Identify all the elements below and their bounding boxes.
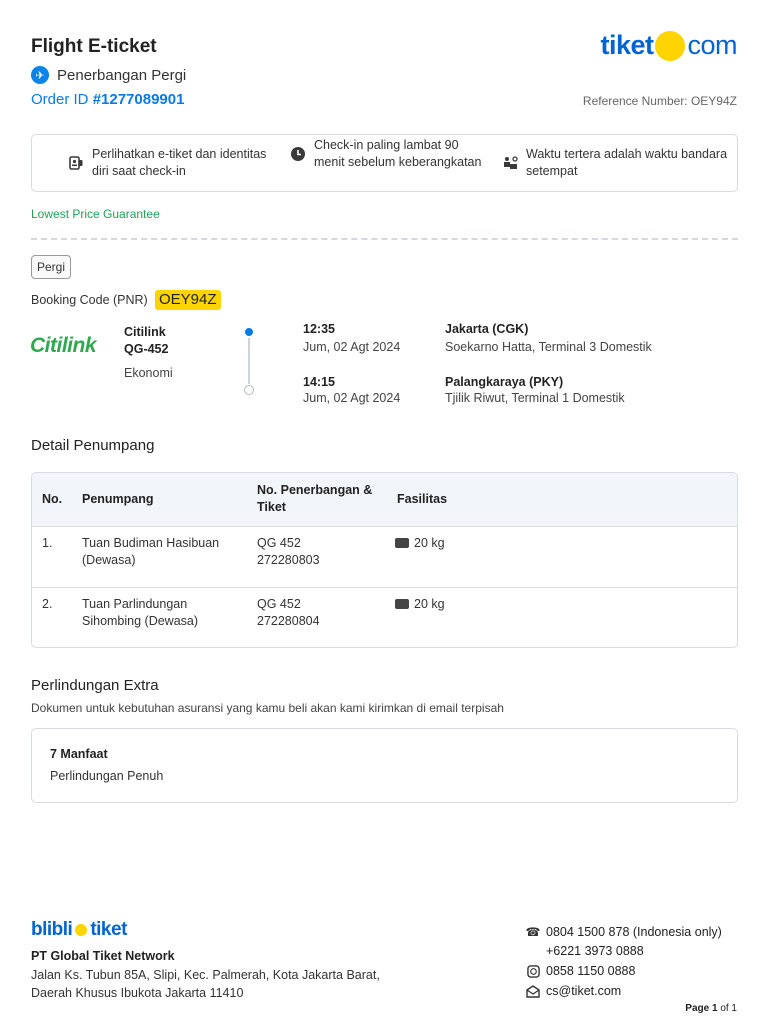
arrival-date: Jum, 02 Agt 2024 bbox=[303, 391, 401, 405]
arrival-dot-icon bbox=[244, 385, 254, 395]
passenger-table bbox=[31, 472, 738, 648]
timeline-line bbox=[248, 338, 250, 384]
baggage-icon bbox=[395, 599, 409, 609]
page-total: of 1 bbox=[720, 1003, 737, 1014]
phone-secondary: +6221 3973 0888 bbox=[546, 944, 644, 958]
passenger-section-title: Detail Penumpang bbox=[31, 437, 155, 454]
info-text-local-time: Waktu tertera adalah waktu bandara setempat bbox=[526, 147, 728, 178]
ticket-number: 272280804 bbox=[257, 614, 320, 628]
company-name: PT Global Tiket Network bbox=[31, 949, 175, 963]
departure-airport: Soekarno Hatta, Terminal 3 Domestik bbox=[445, 340, 652, 354]
company-address-line2: Daerah Khusus Ibukota Jakarta 11410 bbox=[31, 986, 244, 1000]
header-facility: Fasilitas bbox=[397, 492, 448, 506]
baggage-value: 20 kg bbox=[414, 536, 445, 550]
clock-icon bbox=[290, 145, 306, 163]
brand-left: tiket bbox=[600, 30, 654, 60]
contact-email bbox=[526, 984, 621, 998]
baggage-allowance bbox=[395, 535, 445, 552]
info-item-local-time bbox=[502, 146, 732, 180]
page-number bbox=[685, 1003, 737, 1014]
info-text-checkin-time: Check-in paling lambat 90 menit sebelum keberangkatan bbox=[314, 138, 482, 169]
contact-whatsapp bbox=[526, 964, 635, 978]
page-title: Flight E-ticket bbox=[31, 36, 157, 57]
baggage-icon bbox=[395, 538, 409, 548]
trip-type bbox=[31, 66, 186, 84]
contact-phone bbox=[526, 925, 722, 939]
phone-icon: ☎ bbox=[525, 925, 541, 939]
order-id-value: #1277089901 bbox=[92, 91, 185, 108]
page-current: 1 bbox=[711, 1003, 718, 1014]
order-id bbox=[31, 91, 184, 108]
row-no: 2. bbox=[42, 597, 53, 611]
departure-date: Jum, 02 Agt 2024 bbox=[303, 340, 401, 354]
id-card-icon bbox=[68, 154, 84, 172]
cabin-class: Ekonomi bbox=[124, 366, 173, 380]
row-no: 1. bbox=[42, 536, 53, 550]
baggage-allowance bbox=[395, 596, 445, 613]
arrival-airport: Tjilik Riwut, Terminal 1 Domestik bbox=[445, 391, 625, 405]
flight-code: QG 452 bbox=[257, 536, 301, 550]
airplane-icon: ✈ bbox=[31, 66, 49, 84]
row-divider bbox=[32, 587, 737, 588]
airline-name: Citilink bbox=[124, 325, 166, 339]
baggage-value: 20 kg bbox=[414, 597, 445, 611]
email-address: cs@tiket.com bbox=[546, 984, 622, 998]
footer-logo-left: blibli bbox=[31, 919, 73, 940]
departure-time: 12:35 bbox=[303, 322, 335, 336]
insurance-desc: Perlindungan Penuh bbox=[50, 769, 164, 783]
flight-number: QG-452 bbox=[124, 342, 169, 356]
passenger-name: Tuan Parlindungan Sihombing (Dewasa) bbox=[82, 597, 199, 628]
flight-code: QG 452 bbox=[257, 597, 301, 611]
departure-dot-icon bbox=[245, 328, 253, 336]
email-icon bbox=[526, 984, 540, 998]
info-text-eticket: Perlihatkan e-tiket dan identitas diri saat check-in bbox=[92, 147, 267, 178]
extra-section-title: Perlindungan Extra bbox=[31, 677, 159, 694]
airport-desk-icon bbox=[502, 154, 518, 172]
logo-dot-icon bbox=[75, 924, 87, 936]
pnr-label: Booking Code (PNR) bbox=[31, 293, 148, 307]
header-flight-ticket: No. Penerbangan & Tiket bbox=[257, 483, 373, 514]
citilink-logo: Citilink bbox=[30, 334, 97, 357]
header-no: No. bbox=[42, 492, 63, 506]
passenger-name: Tuan Budiman Hasibuan (Dewasa) bbox=[82, 536, 220, 567]
footer-logo-right: tiket bbox=[90, 919, 127, 940]
header-passenger: Penumpang bbox=[82, 492, 154, 506]
dashed-divider bbox=[31, 238, 738, 240]
page-label: Page bbox=[685, 1003, 710, 1014]
ticket-number: 272280803 bbox=[257, 553, 320, 567]
insurance-title: 7 Manfaat bbox=[50, 747, 108, 761]
lowest-price-guarantee: Lowest Price Guarantee bbox=[31, 207, 160, 221]
tiket-logo bbox=[600, 30, 737, 61]
info-item-eticket bbox=[68, 146, 268, 180]
whatsapp-number: 0858 1150 0888 bbox=[546, 964, 636, 978]
extra-section-subtitle: Dokumen untuk kebutuhan asuransi yang kamu beli akan kami kirimkan di email terpisah bbox=[31, 701, 504, 715]
blibli-tiket-logo bbox=[31, 919, 127, 941]
insurance-box bbox=[31, 728, 738, 803]
phone-primary: 0804 1500 878 (Indonesia only) bbox=[546, 925, 722, 939]
trip-type-label: Penerbangan Pergi bbox=[57, 66, 187, 84]
brand-dot-icon bbox=[655, 31, 685, 61]
whatsapp-icon bbox=[526, 964, 540, 978]
company-address-line1: Jalan Ks. Tubun 85A, Slipi, Kec. Palmerah, Kota Jakarta Barat, bbox=[31, 968, 380, 982]
arrival-time: 14:15 bbox=[303, 375, 335, 389]
info-item-checkin-time bbox=[290, 137, 490, 171]
pnr-code: OEY94Z bbox=[155, 290, 221, 310]
departure-city: Jakarta (CGK) bbox=[445, 322, 529, 336]
checkin-info-box bbox=[31, 134, 738, 192]
brand-right: com bbox=[687, 30, 737, 60]
reference-number: Reference Number: OEY94Z bbox=[582, 94, 737, 108]
direction-badge: Pergi bbox=[31, 255, 71, 279]
order-id-label: Order ID bbox=[31, 91, 89, 108]
arrival-city: Palangkaraya (PKY) bbox=[445, 375, 564, 389]
